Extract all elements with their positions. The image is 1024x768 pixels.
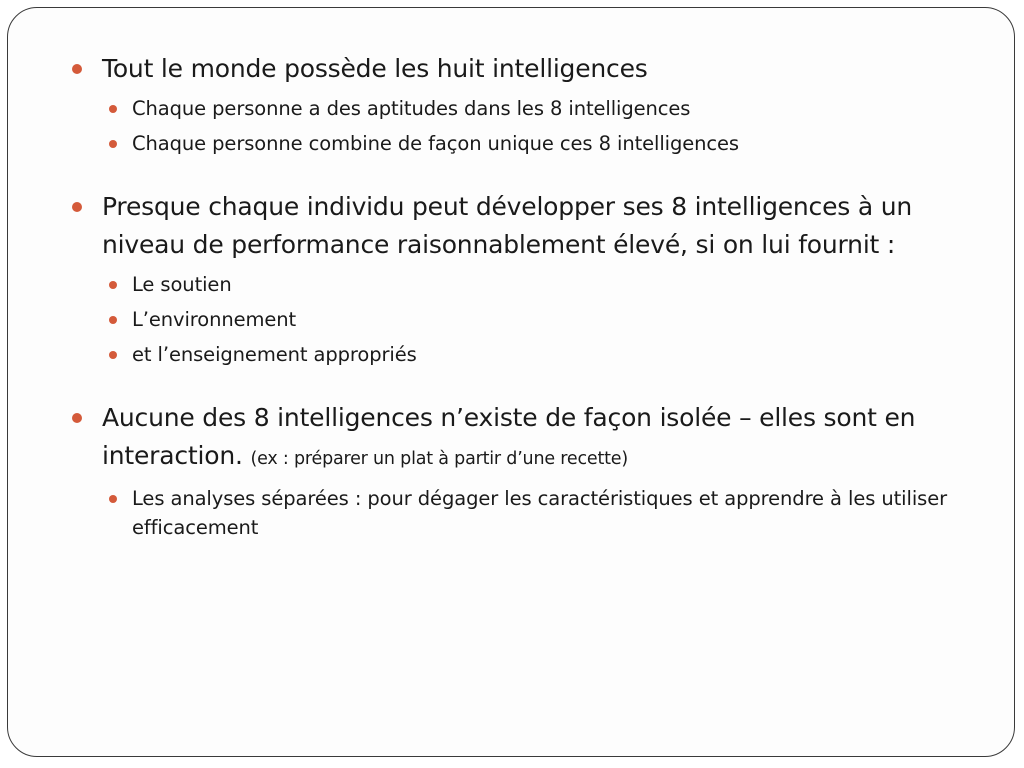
- bullet-dot-icon: [109, 281, 117, 289]
- sub-point-2-2-text: L’environnement: [132, 308, 297, 331]
- sub-point-2-1-text: Le soutien: [132, 273, 232, 296]
- bullet-point-1-text: Tout le monde possède les huit intelligences: [102, 54, 648, 83]
- bullet-point-2: [72, 188, 972, 264]
- sub-point-2-3: [72, 340, 972, 369]
- bullet-dot-icon: [72, 413, 82, 423]
- bullet-point-1: [72, 50, 972, 88]
- sub-point-3-1-text: Les analyses séparées : pour dégager les caractéristiques et apprendre à les utiliser efficacement: [132, 487, 948, 539]
- sub-point-1-2-text: Chaque personne combine de façon unique ces 8 intelligences: [132, 132, 739, 155]
- bullet-dot-icon: [109, 105, 117, 113]
- bullet-dot-icon: [109, 140, 117, 148]
- bullet-point-2-text: Presque chaque individu peut développer ses 8 intelligences à un niveau de performance raisonnablement élevé, si on lui fournit :: [102, 192, 913, 259]
- bullet-point-3-text: Aucune des 8 intelligences n’existe de façon isolée – elles sont en interaction.: [102, 403, 916, 470]
- bullet-dot-icon: [72, 64, 82, 74]
- bullet-point-3: [72, 399, 972, 478]
- bullet-dot-icon: [109, 495, 117, 503]
- bullet-point-3-note: (ex : préparer un plat à partir d’une recette): [250, 449, 628, 469]
- bullet-dot-icon: [109, 316, 117, 324]
- bullet-dot-icon: [72, 202, 82, 212]
- sub-point-2-1: [72, 270, 972, 299]
- sub-point-1-1: [72, 94, 972, 123]
- sub-point-1-2: [72, 129, 972, 158]
- sub-point-2-3-text: et l’enseignement appropriés: [132, 343, 417, 366]
- slide-content: [72, 50, 972, 542]
- sub-point-3-1: [72, 484, 972, 542]
- sub-point-2-2: [72, 305, 972, 334]
- bullet-dot-icon: [109, 351, 117, 359]
- sub-point-1-1-text: Chaque personne a des aptitudes dans les 8 intelligences: [132, 97, 691, 120]
